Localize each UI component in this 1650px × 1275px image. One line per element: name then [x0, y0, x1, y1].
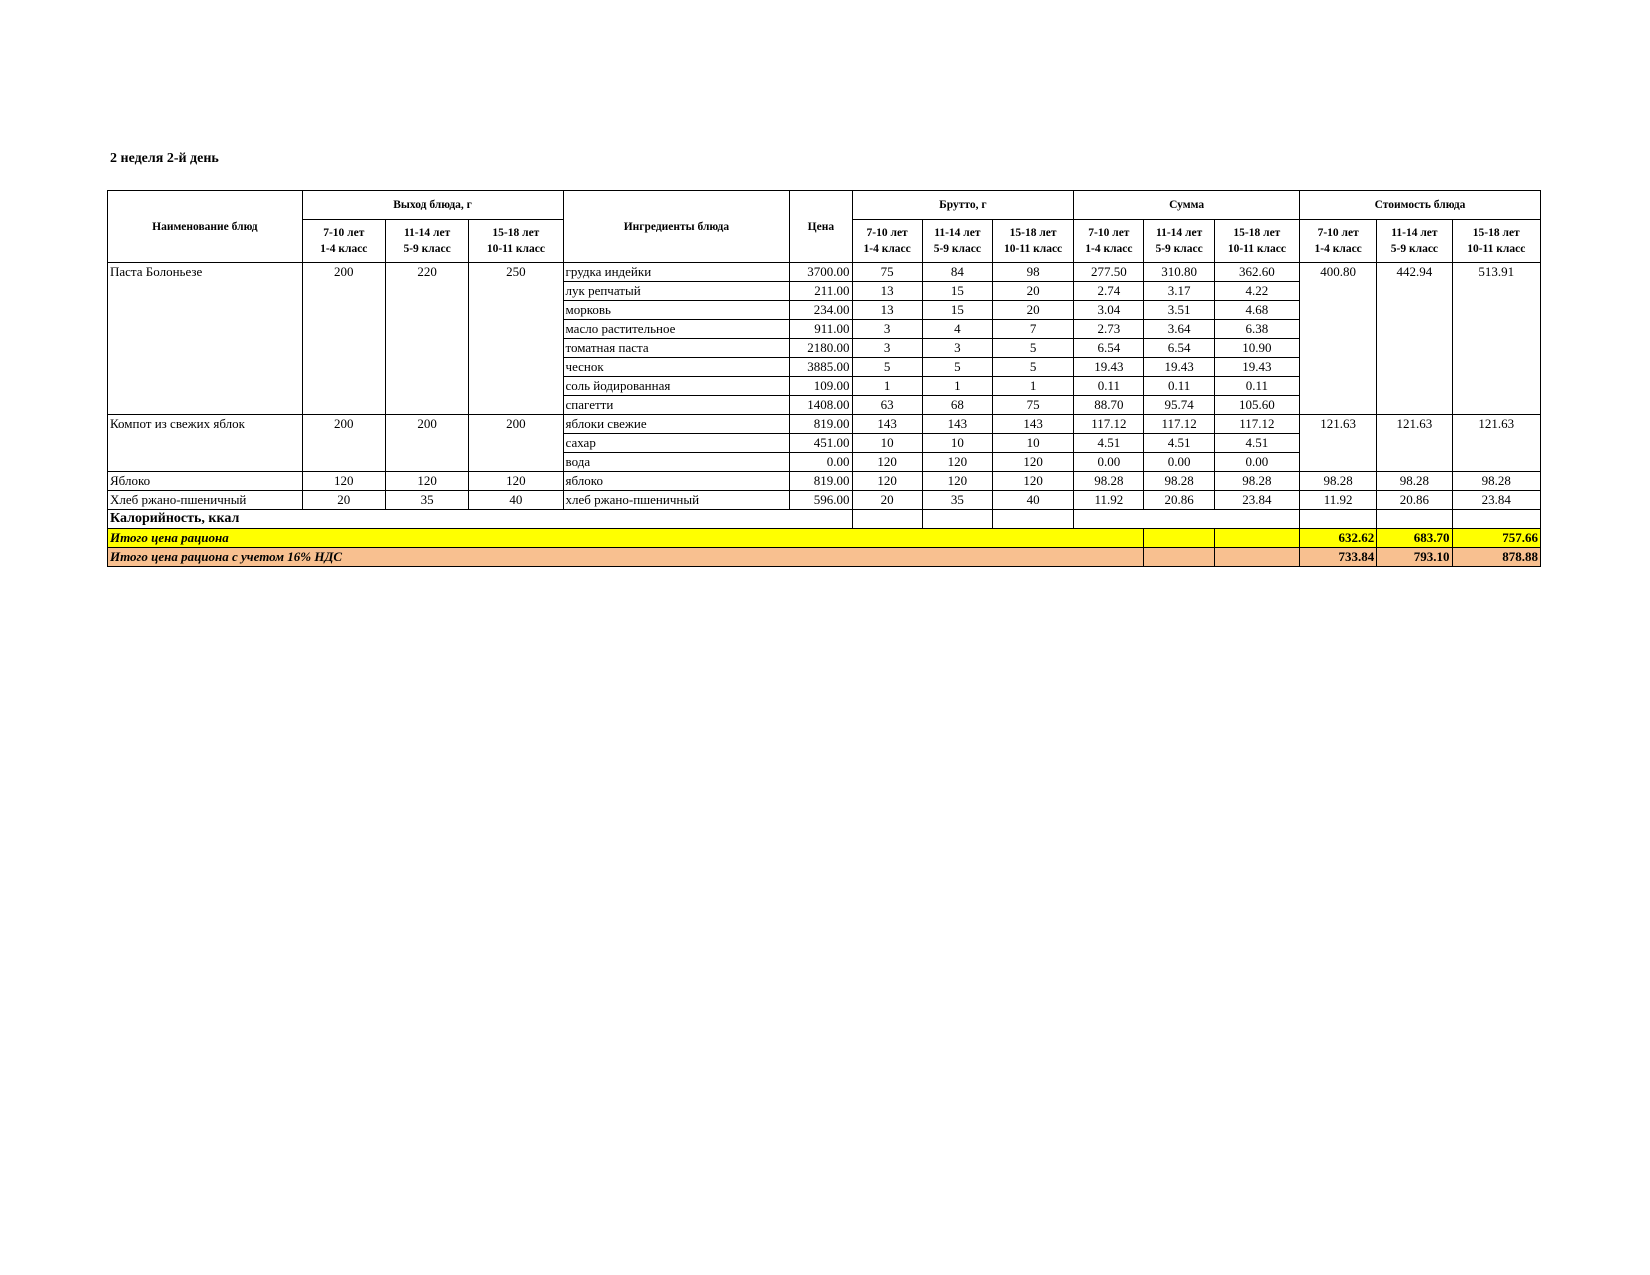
ingredient-sum: 2.74: [1074, 282, 1144, 301]
ingredient-brutto: 5: [992, 358, 1073, 377]
grade-label: 10-11 класс: [1467, 243, 1526, 255]
ingredient-sum: 277.50: [1074, 263, 1144, 282]
ingredient-sum: 23.84: [1214, 491, 1299, 510]
calories-row: [108, 510, 1541, 529]
dish-cost: 98.28: [1300, 472, 1377, 491]
ingredient-brutto: 120: [922, 472, 992, 491]
ingredient-name: сахар: [563, 434, 790, 453]
calories-cost: [1377, 510, 1452, 529]
ingredient-brutto: 10: [992, 434, 1073, 453]
table-row: [108, 491, 1541, 510]
ingredient-brutto: 7: [992, 320, 1073, 339]
calories-cost: [1452, 510, 1540, 529]
age-label: 15-18 лет: [1009, 227, 1057, 239]
table-row: [108, 472, 1541, 491]
ingredient-brutto: 15: [922, 282, 992, 301]
ingredient-name: спагетти: [563, 396, 790, 415]
age-label: 15-18 лет: [1472, 227, 1520, 239]
ingredient-sum: 95.74: [1144, 396, 1214, 415]
ingredient-sum: 98.28: [1074, 472, 1144, 491]
ingredient-sum: 362.60: [1214, 263, 1299, 282]
menu-table: [107, 190, 1541, 567]
total-vat-label: Итого цена рациона с учетом 16% НДС: [108, 548, 1144, 567]
dish-cost: 98.28: [1452, 472, 1540, 491]
dish-output: 120: [302, 472, 385, 491]
ingredient-brutto: 10: [852, 434, 922, 453]
dish-cost: 121.63: [1300, 415, 1377, 472]
age-label: 15-18 лет: [1233, 227, 1281, 239]
dish-name: Паста Болоньезе: [108, 263, 303, 415]
header-output: Выход блюда, г: [302, 191, 563, 220]
total-vat-value: 878.88: [1452, 548, 1540, 567]
ingredient-sum: 117.12: [1074, 415, 1144, 434]
ingredient-name: лук репчатый: [563, 282, 790, 301]
ingredient-sum: 4.22: [1214, 282, 1299, 301]
dish-output: 120: [385, 472, 468, 491]
age-label: 11-14 лет: [1155, 227, 1203, 239]
ingredient-price: 0.00: [790, 453, 852, 472]
dish-name: Хлеб ржано-пшеничный: [108, 491, 303, 510]
ingredient-price: 451.00: [790, 434, 852, 453]
dish-cost: 513.91: [1452, 263, 1540, 415]
ingredient-brutto: 75: [992, 396, 1073, 415]
total-vat-row: [108, 548, 1541, 567]
ingredient-sum: 10.90: [1214, 339, 1299, 358]
ingredient-name: морковь: [563, 301, 790, 320]
ingredient-brutto: 143: [852, 415, 922, 434]
ingredient-price: 911.00: [790, 320, 852, 339]
ingredient-sum: 4.51: [1144, 434, 1214, 453]
ingredient-price: 211.00: [790, 282, 852, 301]
ingredient-brutto: 120: [852, 453, 922, 472]
ingredient-brutto: 3: [852, 320, 922, 339]
header-age-sum-2: [1214, 220, 1299, 263]
ingredient-price: 1408.00: [790, 396, 852, 415]
header-age-brutto-2: [992, 220, 1073, 263]
ingredient-name: грудка индейки: [563, 263, 790, 282]
ingredient-sum: 6.54: [1074, 339, 1144, 358]
ingredient-brutto: 1: [922, 377, 992, 396]
ingredient-brutto: 13: [852, 301, 922, 320]
calories-label: Калорийность, ккал: [108, 510, 853, 529]
header-price: Цена: [790, 191, 852, 263]
page-title: 2 неделя 2-й день: [110, 151, 219, 166]
ingredient-brutto: 3: [852, 339, 922, 358]
age-label: 7-10 лет: [323, 227, 365, 239]
dish-name: Яблоко: [108, 472, 303, 491]
ingredient-brutto: 15: [922, 301, 992, 320]
ingredient-name: яблоко: [563, 472, 790, 491]
ingredient-brutto: 5: [992, 339, 1073, 358]
ingredient-brutto: 13: [852, 282, 922, 301]
age-label: 11-14 лет: [934, 227, 981, 239]
ingredient-name: хлеб ржано-пшеничный: [563, 491, 790, 510]
ingredient-brutto: 5: [852, 358, 922, 377]
header-age-output-0: [302, 220, 385, 263]
dish-cost: 98.28: [1377, 472, 1452, 491]
header-age-output-2: [469, 220, 563, 263]
header-age-cost-0: [1300, 220, 1377, 263]
ingredient-brutto: 35: [922, 491, 992, 510]
header-cost: Стоимость блюда: [1300, 191, 1541, 220]
grade-label: 5-9 класс: [933, 243, 981, 255]
ingredient-sum: 3.04: [1074, 301, 1144, 320]
ingredient-sum: 4.51: [1214, 434, 1299, 453]
ingredient-name: яблоки свежие: [563, 415, 790, 434]
dish-cost: 121.63: [1452, 415, 1540, 472]
ingredient-brutto: 120: [922, 453, 992, 472]
total-blank: [1144, 548, 1214, 567]
header-age-sum-0: [1074, 220, 1144, 263]
dish-output: 200: [385, 415, 468, 472]
ingredient-sum: 0.11: [1074, 377, 1144, 396]
header-age-sum-1: [1144, 220, 1214, 263]
dish-cost: 121.63: [1377, 415, 1452, 472]
menu-body: [108, 263, 1541, 567]
ingredient-brutto: 120: [852, 472, 922, 491]
ingredient-brutto: 75: [852, 263, 922, 282]
header-age-output-1: [385, 220, 468, 263]
ingredient-brutto: 63: [852, 396, 922, 415]
header-age-cost-1: [1377, 220, 1452, 263]
ingredient-brutto: 1: [852, 377, 922, 396]
ingredient-brutto: 10: [922, 434, 992, 453]
ingredient-brutto: 20: [852, 491, 922, 510]
grade-label: 1-4 класс: [320, 243, 368, 255]
ingredient-sum: 6.38: [1214, 320, 1299, 339]
grade-label: 1-4 класс: [1085, 243, 1133, 255]
header-ingredients: Ингредиенты блюда: [563, 191, 790, 263]
ingredient-brutto: 143: [992, 415, 1073, 434]
dish-cost: 23.84: [1452, 491, 1540, 510]
ingredient-sum: 19.43: [1144, 358, 1214, 377]
ingredient-price: 819.00: [790, 415, 852, 434]
total-blank: [1214, 548, 1299, 567]
grade-label: 10-11 класс: [1227, 243, 1286, 255]
ingredient-sum: 11.92: [1074, 491, 1144, 510]
calories-cost: [1300, 510, 1377, 529]
grade-label: 5-9 класс: [403, 243, 451, 255]
header-age-brutto-1: [922, 220, 992, 263]
ingredient-sum: 88.70: [1074, 396, 1144, 415]
ingredient-sum: 3.64: [1144, 320, 1214, 339]
ingredient-brutto: 120: [992, 453, 1073, 472]
ingredient-brutto: 5: [922, 358, 992, 377]
ingredient-name: томатная паста: [563, 339, 790, 358]
dish-cost: 442.94: [1377, 263, 1452, 415]
header-age-cost-2: [1452, 220, 1540, 263]
total-blank: [1144, 529, 1214, 548]
ingredient-brutto: 84: [922, 263, 992, 282]
ingredient-sum: 0.11: [1214, 377, 1299, 396]
dish-output: 20: [302, 491, 385, 510]
ingredient-brutto: 20: [992, 301, 1073, 320]
ingredient-sum: 98.28: [1214, 472, 1299, 491]
ingredient-price: 3700.00: [790, 263, 852, 282]
calories-blank: [1074, 510, 1300, 529]
grade-label: 1-4 класс: [1314, 243, 1362, 255]
ingredient-sum: 6.54: [1144, 339, 1214, 358]
ingredient-name: вода: [563, 453, 790, 472]
dish-output: 120: [469, 472, 563, 491]
table-row: [108, 263, 1541, 282]
ingredient-price: 3885.00: [790, 358, 852, 377]
grade-label: 1-4 класс: [863, 243, 911, 255]
ingredient-sum: 20.86: [1144, 491, 1214, 510]
total-vat-value: 793.10: [1377, 548, 1452, 567]
ingredient-price: 2180.00: [790, 339, 852, 358]
ingredient-price: 819.00: [790, 472, 852, 491]
ingredient-sum: 19.43: [1214, 358, 1299, 377]
ingredient-sum: 4.51: [1074, 434, 1144, 453]
ingredient-brutto: 1: [992, 377, 1073, 396]
age-label: 11-14 лет: [403, 227, 451, 239]
ingredient-sum: 117.12: [1214, 415, 1299, 434]
dish-output: 200: [302, 415, 385, 472]
dish-output: 40: [469, 491, 563, 510]
dish-output: 35: [385, 491, 468, 510]
ingredient-brutto: 68: [922, 396, 992, 415]
ingredient-name: чеснок: [563, 358, 790, 377]
dish-name: Компот из свежих яблок: [108, 415, 303, 472]
ingredient-brutto: 120: [992, 472, 1073, 491]
ingredient-brutto: 143: [922, 415, 992, 434]
table-row: [108, 415, 1541, 434]
ingredient-sum: 0.00: [1144, 453, 1214, 472]
calories-value: [922, 510, 992, 529]
ingredient-sum: 4.68: [1214, 301, 1299, 320]
ingredient-name: соль йодированная: [563, 377, 790, 396]
ingredient-sum: 98.28: [1144, 472, 1214, 491]
grade-label: 10-11 класс: [1004, 243, 1063, 255]
ingredient-brutto: 40: [992, 491, 1073, 510]
ingredient-brutto: 4: [922, 320, 992, 339]
grade-label: 5-9 класс: [1155, 243, 1203, 255]
header-sum: Сумма: [1074, 191, 1300, 220]
calories-value: [992, 510, 1073, 529]
age-label: 15-18 лет: [492, 227, 540, 239]
ingredient-brutto: 3: [922, 339, 992, 358]
ingredient-sum: 2.73: [1074, 320, 1144, 339]
ingredient-price: 109.00: [790, 377, 852, 396]
header-brutto: Брутто, г: [852, 191, 1074, 220]
total-blank: [1214, 529, 1299, 548]
ingredient-sum: 105.60: [1214, 396, 1299, 415]
total-value: 683.70: [1377, 529, 1452, 548]
ingredient-sum: 117.12: [1144, 415, 1214, 434]
dish-cost: 20.86: [1377, 491, 1452, 510]
dish-cost: 11.92: [1300, 491, 1377, 510]
total-value: 632.62: [1300, 529, 1377, 548]
ingredient-sum: 310.80: [1144, 263, 1214, 282]
age-label: 7-10 лет: [866, 227, 908, 239]
age-label: 11-14 лет: [1391, 227, 1438, 239]
ingredient-sum: 0.00: [1074, 453, 1144, 472]
calories-value: [852, 510, 922, 529]
ingredient-sum: 0.00: [1214, 453, 1299, 472]
ingredient-price: 234.00: [790, 301, 852, 320]
age-label: 7-10 лет: [1088, 227, 1130, 239]
header-age-brutto-0: [852, 220, 922, 263]
ingredient-sum: 19.43: [1074, 358, 1144, 377]
dish-cost: 400.80: [1300, 263, 1377, 415]
ingredient-sum: 3.17: [1144, 282, 1214, 301]
ingredient-sum: 3.51: [1144, 301, 1214, 320]
ingredient-name: масло растительное: [563, 320, 790, 339]
grade-label: 5-9 класс: [1390, 243, 1439, 255]
dish-output: 220: [385, 263, 468, 415]
ingredient-brutto: 20: [992, 282, 1073, 301]
dish-output: 200: [469, 415, 563, 472]
age-label: 7-10 лет: [1317, 227, 1359, 239]
dish-output: 250: [469, 263, 563, 415]
dish-output: 200: [302, 263, 385, 415]
header-dish-name: Наименование блюд: [108, 191, 303, 263]
total-row: [108, 529, 1541, 548]
total-value: 757.66: [1452, 529, 1540, 548]
total-label: Итого цена рациона: [108, 529, 1144, 548]
ingredient-brutto: 98: [992, 263, 1073, 282]
total-vat-value: 733.84: [1300, 548, 1377, 567]
ingredient-price: 596.00: [790, 491, 852, 510]
grade-label: 10-11 класс: [486, 243, 545, 255]
ingredient-sum: 0.11: [1144, 377, 1214, 396]
